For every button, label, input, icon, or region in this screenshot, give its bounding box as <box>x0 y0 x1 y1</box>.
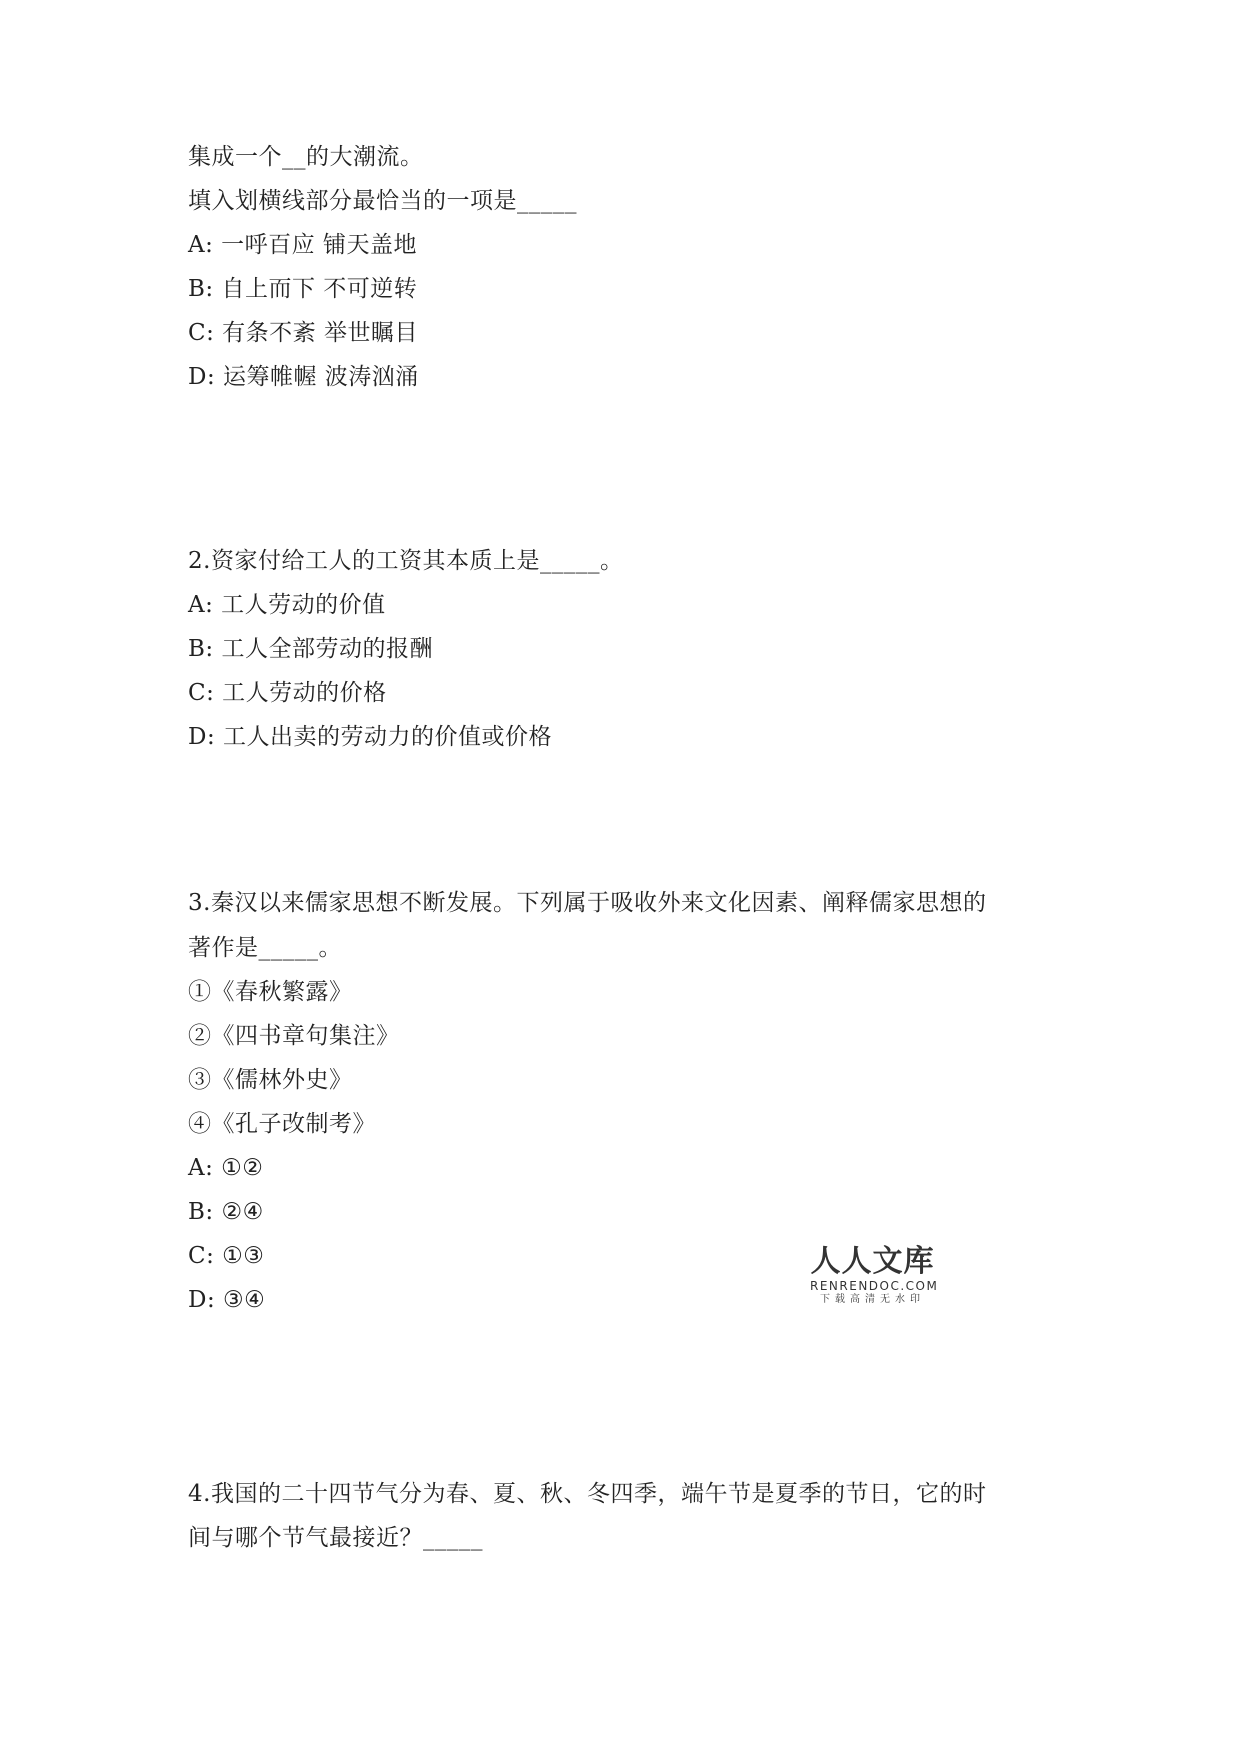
q3-option-d: D: ③④ <box>188 1287 266 1313</box>
q4-stem-line1: 4.我国的二十四节气分为春、夏、秋、冬四季，端午节是夏季的节日，它的时 <box>188 1481 987 1507</box>
q2-option-a: A: 工人劳动的价值 <box>188 592 386 618</box>
q3-item-4: ④《孔子改制考》 <box>188 1111 376 1137</box>
q3-stem-line2: 著作是_____。 <box>188 935 342 961</box>
watermark-logo <box>810 1244 939 1307</box>
q1-continuation: 集成一个__的大潮流。 <box>188 144 424 170</box>
q4-stem-line2: 间与哪个节气最接近？_____ <box>188 1525 483 1551</box>
q2-option-c: C: 工人劳动的价格 <box>188 680 387 706</box>
watermark-subtitle: 下载高清无水印 <box>820 1294 925 1305</box>
q1-option-d: D: 运筹帷幄 波涛汹涌 <box>188 364 419 390</box>
watermark-domain: RENRENDOC.COM <box>810 1279 939 1293</box>
q2-option-b: B: 工人全部劳动的报酬 <box>188 636 433 662</box>
q2-option-d: D: 工人出卖的劳动力的价值或价格 <box>188 724 553 750</box>
q3-item-2: ②《四书章句集注》 <box>188 1023 400 1049</box>
q1-option-a: A: 一呼百应 铺天盖地 <box>188 232 417 258</box>
q1-option-c: C: 有条不紊 举世瞩目 <box>188 320 418 346</box>
q3-item-3: ③《儒林外史》 <box>188 1067 353 1093</box>
q3-stem-line1: 3.秦汉以来儒家思想不断发展。下列属于吸收外来文化因素、阐释儒家思想的 <box>188 890 987 916</box>
q1-option-b: B: 自上而下 不可逆转 <box>188 276 418 302</box>
q3-item-1: ①《春秋繁露》 <box>188 979 353 1005</box>
q3-option-a: A: ①② <box>188 1155 264 1181</box>
q1-prompt: 填入划横线部分最恰当的一项是_____ <box>188 188 577 214</box>
q2-stem: 2.资家付给工人的工资其本质上是_____。 <box>188 548 624 574</box>
watermark-title: 人人文库 <box>810 1244 935 1279</box>
q3-option-b: B: ②④ <box>188 1199 264 1225</box>
q3-option-c: C: ①③ <box>188 1243 265 1269</box>
